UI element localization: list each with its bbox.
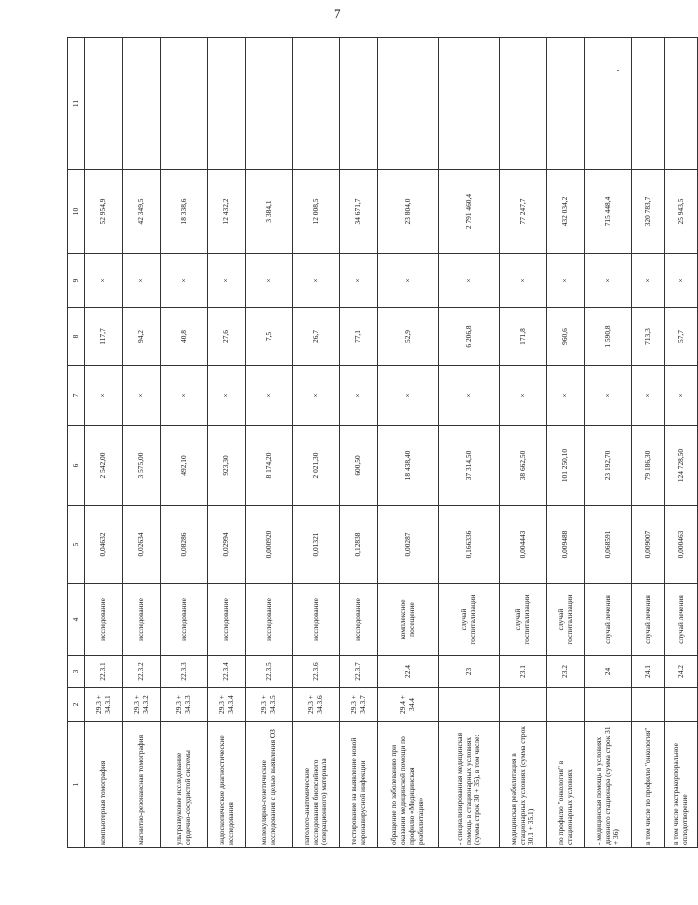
row-line-number: 22.3.7 — [340, 656, 378, 688]
row-formula-cell: 29.3 + 34.3.6 — [293, 688, 340, 722]
row-total-sum: 23 804,0 — [378, 170, 439, 254]
row-norm-cost: 3 575,00 — [123, 426, 161, 506]
row-norm-volume: 0,004443 — [500, 506, 547, 584]
row-norm-volume: 0,08286 — [161, 506, 208, 584]
row-unit: случай госпитализации — [547, 584, 585, 656]
row-cell-9: × — [208, 254, 246, 308]
row-line-number: 23.1 — [500, 656, 547, 688]
row-line-number: 22.3.2 — [123, 656, 161, 688]
row-per-capita: 171,8 — [500, 308, 547, 366]
row-formula-cell — [500, 688, 547, 722]
row-formula-cell: 29.3 + 34.3.3 — [161, 688, 208, 722]
row-name: ультразвуковое исследование сердечно-сосудистой системы — [161, 722, 208, 848]
row-unit: исследование — [246, 584, 293, 656]
row-total-sum: 77 247,7 — [500, 170, 547, 254]
row-formula-cell: 29.4 + 34.4 — [378, 688, 439, 722]
row-norm-volume: 0,02634 — [123, 506, 161, 584]
row-line-number: 24.1 — [632, 656, 665, 688]
table-row — [585, 38, 632, 848]
row-unit: исследование — [208, 584, 246, 656]
row-per-capita: 26,7 — [293, 308, 340, 366]
row-cell-9: × — [246, 254, 293, 308]
row-line-number: 22.3.1 — [85, 656, 123, 688]
row-per-capita: 94,2 — [123, 308, 161, 366]
rotated-table-container — [67, 38, 689, 848]
table-row — [340, 38, 378, 848]
row-norm-cost: 37 314,50 — [439, 426, 500, 506]
row-formula-cell: 29.3 + 34.3.4 — [208, 688, 246, 722]
row-cell-9: × — [340, 254, 378, 308]
row-cell-7: × — [340, 366, 378, 426]
row-per-capita: 77,1 — [340, 308, 378, 366]
column-number: 8 — [68, 308, 85, 366]
column-number: 10 — [68, 170, 85, 254]
column-number: 7 — [68, 366, 85, 426]
row-cell-7: × — [123, 366, 161, 426]
row-cell-7: × — [85, 366, 123, 426]
row-total-sum: 2 791 460,4 — [439, 170, 500, 254]
row-name: патолого-анатомические исследования биопсийного (операционного) материала — [293, 722, 340, 848]
row-line-number: 22.3.4 — [208, 656, 246, 688]
row-line-number: 23 — [439, 656, 500, 688]
row-name: медицинская реабилитация в стационарных условиях (сумма строк 30.1 + 35.1) — [500, 722, 547, 848]
row-line-number: 24.2 — [665, 656, 698, 688]
tariff-table — [67, 37, 698, 848]
row-unit: исследование — [340, 584, 378, 656]
row-cell-9: × — [585, 254, 632, 308]
row-name: - специализированная медицинская помощь в стационарных условиях (сумма строк 30 + 35), в том числе: — [439, 722, 500, 848]
row-cell-7: × — [161, 366, 208, 426]
row-norm-cost: 492,10 — [161, 426, 208, 506]
row-cell-7: × — [585, 366, 632, 426]
row-formula-cell — [632, 688, 665, 722]
row-line-number: 24 — [585, 656, 632, 688]
table-header-row — [68, 38, 85, 848]
row-norm-volume: 0,01321 — [293, 506, 340, 584]
row-cell-7: × — [208, 366, 246, 426]
row-norm-volume: 0,068591 — [585, 506, 632, 584]
row-line-number: 22.4 — [378, 656, 439, 688]
row-line-number: 22.3.6 — [293, 656, 340, 688]
row-norm-cost: 923,30 — [208, 426, 246, 506]
row-norm-cost: 2 021,30 — [293, 426, 340, 506]
row-unit: исследование — [293, 584, 340, 656]
row-unit: случай госпитализации — [439, 584, 500, 656]
table-row — [500, 38, 547, 848]
table-row — [246, 38, 293, 848]
row-total-sum: 18 338,6 — [161, 170, 208, 254]
row-cell-7: × — [246, 366, 293, 426]
row-total-sum: 320 783,7 — [632, 170, 665, 254]
row-name: по профилю "онкология" в стационарных условиях — [547, 722, 585, 848]
row-norm-volume: 0,000920 — [246, 506, 293, 584]
row-norm-volume: 0,009007 — [632, 506, 665, 584]
row-per-capita: 7,5 — [246, 308, 293, 366]
row-cell-7: × — [632, 366, 665, 426]
row-norm-volume: 0,12838 — [340, 506, 378, 584]
row-per-capita: 713,3 — [632, 308, 665, 366]
row-cell-9: × — [665, 254, 698, 308]
row-total-sum: 34 671,7 — [340, 170, 378, 254]
row-total-sum: 12 432,2 — [208, 170, 246, 254]
table-row — [665, 38, 698, 848]
row-formula-cell — [585, 688, 632, 722]
row-unit: случай госпитализации — [500, 584, 547, 656]
row-unit: случай лечения — [585, 584, 632, 656]
row-total-sum: 52 954,9 — [85, 170, 123, 254]
row-norm-volume: 0,166336 — [439, 506, 500, 584]
row-name: тестирование на выявление новой коронавирусной инфекции — [340, 722, 378, 848]
table-row — [439, 38, 500, 848]
column-number: 5 — [68, 506, 85, 584]
row-name: магнитно-резонансная томография — [123, 722, 161, 848]
row-name: эндоскопические диагностические исследования — [208, 722, 246, 848]
row-cell-11 — [378, 38, 439, 170]
row-line-number: 22.3.3 — [161, 656, 208, 688]
row-cell-7: × — [547, 366, 585, 426]
row-cell-11 — [665, 38, 698, 170]
row-formula-cell: 29.3 + 34.3.2 — [123, 688, 161, 722]
rotated-table-frame — [67, 38, 689, 848]
row-cell-7: × — [293, 366, 340, 426]
row-per-capita: 6 206,8 — [439, 308, 500, 366]
row-cell-7: × — [439, 366, 500, 426]
row-total-sum: 715 448,4 — [585, 170, 632, 254]
row-cell-9: × — [547, 254, 585, 308]
row-cell-9: × — [500, 254, 547, 308]
row-cell-11 — [123, 38, 161, 170]
row-cell-9: × — [632, 254, 665, 308]
row-cell-11 — [208, 38, 246, 170]
table-row — [208, 38, 246, 848]
row-norm-cost: 124 728,50 — [665, 426, 698, 506]
row-per-capita: 117,7 — [85, 308, 123, 366]
row-formula-cell — [547, 688, 585, 722]
row-formula-cell: 29.3 + 34.3.1 — [85, 688, 123, 722]
row-norm-cost: 38 662,50 — [500, 426, 547, 506]
row-norm-volume: 0,04632 — [85, 506, 123, 584]
row-per-capita: 960,6 — [547, 308, 585, 366]
row-cell-11 — [246, 38, 293, 170]
row-unit: комплексное посещение — [378, 584, 439, 656]
row-total-sum: 25 943,5 — [665, 170, 698, 254]
row-unit: случай лечения — [665, 584, 698, 656]
row-per-capita: 57,7 — [665, 308, 698, 366]
row-per-capita: 40,8 — [161, 308, 208, 366]
row-cell-11 — [340, 38, 378, 170]
page-number: 7 — [334, 6, 341, 21]
table-row — [85, 38, 123, 848]
row-cell-11 — [547, 38, 585, 170]
row-cell-11 — [632, 38, 665, 170]
row-name: молекулярно-генетические исследования с целью выявления ОЗ — [246, 722, 293, 848]
row-norm-volume: 0,009488 — [547, 506, 585, 584]
table-row — [547, 38, 585, 848]
row-total-sum: 432 034,2 — [547, 170, 585, 254]
scan-mark — [617, 70, 619, 71]
row-norm-volume: 0,02994 — [208, 506, 246, 584]
row-cell-11 — [293, 38, 340, 170]
row-formula-cell — [439, 688, 500, 722]
row-norm-cost: 23 192,70 — [585, 426, 632, 506]
row-cell-11 — [85, 38, 123, 170]
row-cell-9: × — [378, 254, 439, 308]
row-cell-9: × — [161, 254, 208, 308]
table-row — [161, 38, 208, 848]
row-unit: случай лечения — [632, 584, 665, 656]
column-number: 11 — [68, 38, 85, 170]
column-number: 4 — [68, 584, 85, 656]
row-cell-7: × — [500, 366, 547, 426]
table-row — [378, 38, 439, 848]
row-norm-cost: 18 438,40 — [378, 426, 439, 506]
table-row — [632, 38, 665, 848]
row-formula-cell — [665, 688, 698, 722]
row-norm-cost: 79 186,30 — [632, 426, 665, 506]
row-norm-cost: 600,50 — [340, 426, 378, 506]
row-cell-9: × — [123, 254, 161, 308]
row-norm-cost: 2 542,00 — [85, 426, 123, 506]
row-cell-7: × — [665, 366, 698, 426]
row-norm-volume: 0,00287 — [378, 506, 439, 584]
column-number: 6 — [68, 426, 85, 506]
row-unit: исследование — [85, 584, 123, 656]
row-cell-9: × — [439, 254, 500, 308]
row-cell-7: × — [378, 366, 439, 426]
row-cell-11 — [500, 38, 547, 170]
column-number: 9 — [68, 254, 85, 308]
table-row — [123, 38, 161, 848]
row-cell-11 — [161, 38, 208, 170]
row-per-capita: 1 590,8 — [585, 308, 632, 366]
column-number: 1 — [68, 722, 85, 848]
row-name: обращение по заболеванию при оказании медицинской помощи по профилю «Медицинская реабилитация» — [378, 722, 439, 848]
row-norm-volume: 0,000463 — [665, 506, 698, 584]
row-norm-cost: 101 250,10 — [547, 426, 585, 506]
row-name: - медицинская помощь в условиях дневного стационара (сумма строк 31 + 36) — [585, 722, 632, 848]
row-name: в том числе по профилю "онкология" — [632, 722, 665, 848]
row-cell-11 — [585, 38, 632, 170]
row-per-capita: 27,6 — [208, 308, 246, 366]
column-number: 3 — [68, 656, 85, 688]
table-row — [293, 38, 340, 848]
column-number: 2 — [68, 688, 85, 722]
row-cell-11 — [439, 38, 500, 170]
row-total-sum: 3 384,1 — [246, 170, 293, 254]
row-name: в том числе экстракорпоральное оплодотворение — [665, 722, 698, 848]
row-name: компьютерная томография — [85, 722, 123, 848]
row-line-number: 23.2 — [547, 656, 585, 688]
row-unit: исследование — [123, 584, 161, 656]
row-total-sum: 12 008,5 — [293, 170, 340, 254]
row-line-number: 22.3.5 — [246, 656, 293, 688]
row-total-sum: 42 349,5 — [123, 170, 161, 254]
row-per-capita: 52,9 — [378, 308, 439, 366]
row-norm-cost: 8 174,20 — [246, 426, 293, 506]
row-formula-cell: 29.3 + 34.3.5 — [246, 688, 293, 722]
row-cell-9: × — [85, 254, 123, 308]
row-formula-cell: 29.3 + 34.3.7 — [340, 688, 378, 722]
row-unit: исследование — [161, 584, 208, 656]
row-cell-9: × — [293, 254, 340, 308]
